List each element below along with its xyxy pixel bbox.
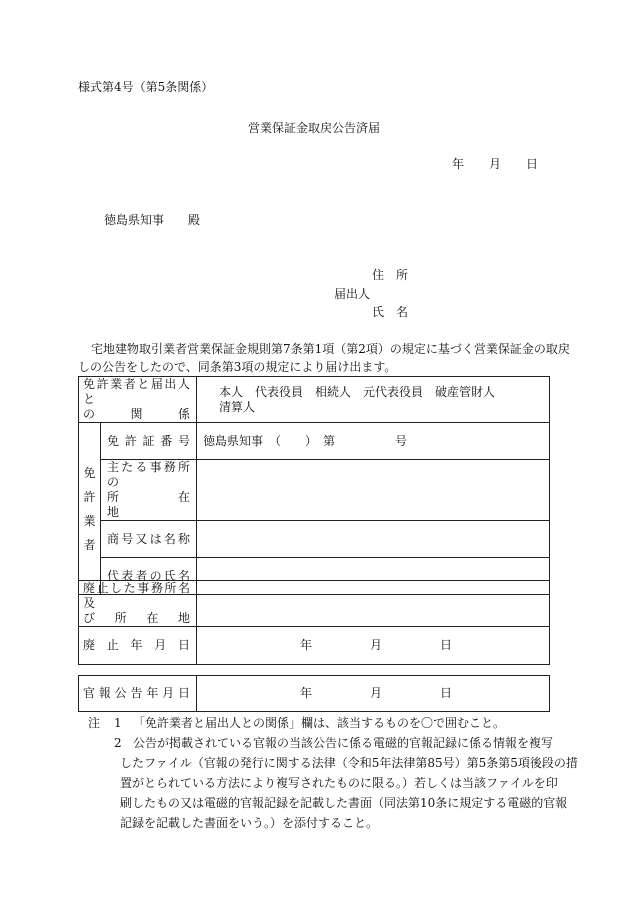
- note-text: 記録を記載した書面をいう。）を添付すること。: [120, 816, 379, 830]
- gazette-date-day: 日: [440, 686, 453, 700]
- body-line: しの公告をしたので、同条第3項の規定により届け出ます。: [78, 360, 397, 374]
- closed-date-label: 廃止年月日: [79, 627, 197, 665]
- closed-office-label-line: び 所 在 地: [83, 611, 190, 625]
- relation-options-line: 本人 代表役員 相続人 元代表役員 破産管財人: [219, 384, 496, 399]
- vertical-char: 許: [83, 489, 96, 504]
- gazette-date-label: 官報公告年月日: [79, 676, 197, 712]
- addressee: 徳島県知事 殿: [104, 213, 201, 227]
- vertical-char: 免: [83, 465, 96, 480]
- representative-label: 代表者の氏名: [101, 558, 197, 595]
- relation-options-line: 清算人: [219, 399, 256, 414]
- note-text: 公告が掲載されている官報の当該公告に係る電磁的官報記録に係る情報を複写: [133, 736, 554, 750]
- main-office-label-line: 主たる事務所の: [107, 460, 191, 489]
- closed-date-month: 月: [369, 638, 382, 652]
- date-day: 日: [526, 157, 539, 171]
- relation-label-cell: [79, 377, 197, 423]
- gazette-date-year: 年: [299, 686, 312, 700]
- license-number-field[interactable]: 徳島県知事 （ ） 第 号: [197, 423, 550, 460]
- main-office-label: [101, 460, 215, 521]
- date-month: 月: [489, 157, 502, 171]
- note-number: 2: [114, 736, 122, 750]
- relation-label-line: 免許業者と届出人と: [83, 377, 191, 406]
- gazette-date-month: 月: [369, 686, 382, 700]
- note-text: 刷したもの又は電磁的官報記録を記載した書面（同法第10条に規定する電磁的官報: [120, 796, 568, 810]
- address-label: 住 所: [372, 268, 409, 282]
- trade-name-field[interactable]: [197, 521, 550, 558]
- relation-options-cell[interactable]: [197, 377, 550, 423]
- form-number: 様式第4号（第5条関係）: [78, 80, 214, 94]
- name-label: 氏 名: [372, 305, 409, 319]
- note-text: 「免許業者と届出人との関係」欄は、該当するものを〇で囲むこと。: [133, 716, 506, 730]
- vertical-char: 者: [83, 537, 96, 552]
- closed-office-label-line: 廃止した事務所名及: [83, 581, 190, 610]
- applicant-label: 届出人: [334, 287, 371, 301]
- closed-date-field[interactable]: [197, 627, 550, 665]
- gazette-date-field[interactable]: [197, 676, 550, 712]
- main-office-label-line: 所 在 地: [107, 490, 215, 519]
- date-year: 年: [452, 157, 465, 171]
- closure-table: [78, 580, 550, 665]
- note-text: 置がとられている方法により複写されたものに限る。）若しくは当該ファイルを印: [120, 776, 558, 790]
- form-title: 営業保証金取戻公告済届: [248, 121, 381, 135]
- note-text: したファイル（官報の発行に関する法律（令和5年法律第85号）第5条第5項後段の措: [120, 756, 578, 770]
- note-number: 1: [114, 716, 122, 730]
- relation-label-line: の 関 係: [83, 407, 191, 421]
- main-office-field[interactable]: [197, 460, 550, 521]
- license-number-label: 免許証番号: [101, 423, 197, 460]
- vertical-char: 業: [83, 513, 96, 528]
- closed-date-year: 年: [299, 638, 312, 652]
- licensee-table: [78, 376, 550, 595]
- notes-prefix: 注: [88, 716, 101, 730]
- licensee-vertical-label: [79, 423, 101, 595]
- trade-name-label: 商号又は名称: [101, 521, 197, 558]
- closed-date-day: 日: [440, 638, 453, 652]
- body-line: 宅地建物取引業者営業保証金規則第7条第1項（第2項）の規定に基づく営業保証金の取戻: [91, 342, 570, 356]
- closed-office-field[interactable]: [197, 581, 550, 627]
- closed-office-label: [79, 581, 197, 627]
- gazette-table: [78, 675, 550, 712]
